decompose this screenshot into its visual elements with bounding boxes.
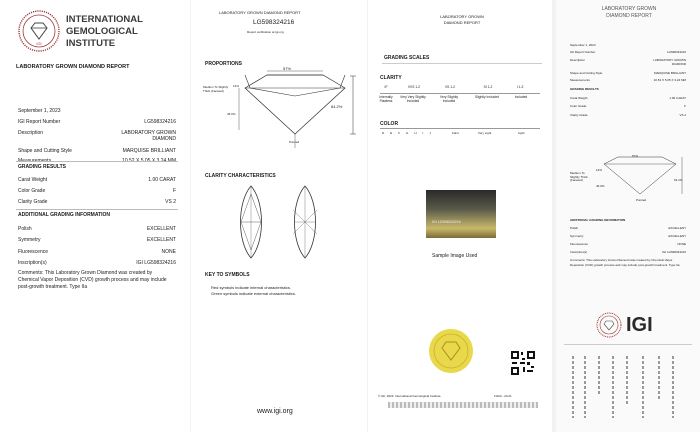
divider — [16, 161, 178, 162]
additional-inscription — [18, 260, 176, 266]
brand-name-line-2: GEMOLOGICAL — [66, 26, 138, 37]
side-igi-logo-text: IGI — [626, 314, 653, 336]
middle-verify-text: Report verification at igi.org — [247, 30, 284, 34]
color-letters-row — [382, 131, 431, 135]
right-certificate-panel — [368, 0, 552, 432]
clarity-scale-title: CLARITY — [380, 75, 402, 81]
field-value: LABORATORY GROWN DIAMOND — [653, 58, 686, 66]
field-value: MARQUISE BRILLIANT — [653, 71, 686, 75]
field-value: 10.52 X 5.05 X 3.24 MM — [653, 78, 686, 82]
side-field-measurements — [570, 78, 686, 82]
additional-label: Symmetry — [18, 237, 41, 243]
clarity-characteristics-title: CLARITY CHARACTERISTICS — [205, 173, 276, 179]
key-line-red: Red symbols indicate internal characteristics. — [211, 285, 292, 290]
grading-color — [18, 188, 176, 194]
color-letter: E — [390, 131, 393, 135]
color-letter: H — [414, 131, 417, 135]
color-letter: F — [398, 131, 401, 135]
clarity-desc-vs: Very Slightly Included — [439, 95, 459, 103]
side-girdle-label: Medium To Slightly Thick (Faceted) — [570, 171, 588, 183]
side-grading-clarity — [570, 113, 686, 117]
middle-certificate-panel — [191, 0, 367, 432]
sample-image-caption: Sample Image Used — [432, 253, 478, 259]
grading-value: VS 2 — [679, 113, 686, 117]
brand-name-line-3: INSTITUTE — [66, 38, 116, 49]
additional-label: Polish — [18, 226, 32, 232]
grading-value: F — [684, 104, 686, 108]
field-label: Shape and Cutting Style — [18, 148, 72, 154]
side-rotated-mini-report — [564, 350, 692, 428]
clarity-grade-si: SI 1-2 — [483, 85, 493, 89]
color-letter: G — [406, 131, 409, 135]
right-header-line-2: DIAMOND REPORT — [443, 20, 481, 25]
additional-label: Polish — [570, 226, 579, 230]
clarity-desc-i: Included — [514, 95, 528, 99]
clarity-desc-si: Slightly Included — [474, 95, 499, 99]
additional-label: Inscription(s) — [18, 260, 47, 266]
additional-value: NONE — [677, 242, 686, 246]
grading-carat — [18, 177, 176, 183]
grading-label: Clarity Grade — [570, 113, 588, 117]
brand-name-line-1: INTERNATIONAL — [66, 14, 143, 25]
grading-results-title: GRADING RESULTS — [18, 164, 66, 170]
crown-angle: 14% — [233, 84, 240, 88]
igi-seal-logo-icon — [18, 10, 60, 52]
field-label: Measurements — [570, 78, 590, 82]
table-percent: 57% — [283, 66, 292, 71]
clarity-grade-vs: VS 1-2 — [444, 85, 456, 89]
side-report-date: September 1, 2023 — [570, 43, 596, 47]
color-desc-faint: Faint — [452, 131, 459, 135]
side-grading-title: GRADING RESULTS — [570, 87, 599, 91]
side-comments-text: Comments: This Laboratory Grown Diamond was created by Chemical Vapor Deposition (CVD) growth process and may include post-growth treatment. Type IIa — [570, 258, 680, 267]
girdle-label: Medium To Slightly Thick (Faceted) — [203, 85, 229, 93]
proportions-title: PROPORTIONS — [205, 61, 242, 67]
field-report-number — [18, 119, 176, 125]
clarity-desc-if: Internally Flawless — [379, 95, 393, 103]
field-label: Description — [18, 130, 44, 136]
field-description — [18, 130, 176, 142]
middle-header: LABORATORY GROWN DIAMOND REPORT — [219, 10, 301, 15]
right-header-line-1: LABORATORY GROWN — [440, 14, 484, 19]
side-table-percent: 57% — [632, 154, 639, 158]
side-header-line-1: LABORATORY GROWN — [601, 6, 657, 12]
side-grading-carat — [570, 96, 686, 100]
side-igi-seal-icon — [596, 312, 622, 338]
grading-label: Carat Weight — [18, 177, 48, 183]
color-letter: D — [382, 131, 385, 135]
clarity-scale-line — [380, 93, 540, 94]
clarity-grade-if: IF — [384, 85, 388, 89]
additional-label: Inscription(s) — [570, 250, 588, 254]
field-value: LABORATORY GROWN DIAMOND — [121, 130, 176, 142]
field-value: LG598324216 — [666, 50, 686, 54]
clarity-desc-vvs: Very Very Slightly Included — [400, 95, 426, 103]
color-scale-line — [380, 128, 540, 129]
report-date: September 1, 2023 — [18, 108, 61, 114]
additional-value: IGI LG598324216 — [136, 260, 176, 266]
field-label: Description — [570, 58, 586, 62]
footer-copyright: © IGI, 2023. International Gemological Institute. — [378, 394, 442, 398]
additional-value: NONE — [161, 249, 176, 255]
additional-value: IGI LG598324216 — [662, 250, 686, 254]
grading-value: 1.00 CARAT — [669, 96, 686, 100]
depth-percent: 64.2% — [331, 104, 343, 109]
clarity-grade-i: I 1-3 — [516, 85, 524, 89]
culet-label: Pointed — [289, 140, 300, 144]
svg-text:IGI: IGI — [36, 41, 42, 46]
additional-polish — [18, 226, 176, 232]
side-header-line-2: DIAMOND REPORT — [606, 13, 652, 19]
grading-label: Color Grade — [570, 104, 587, 108]
website-link[interactable]: www.igi.org — [257, 408, 293, 415]
grading-label: Color Grade — [18, 188, 46, 194]
color-desc-very-light: Very Light — [478, 131, 492, 135]
additional-value: EXCELLENT — [146, 237, 176, 243]
field-value: MARQUISE BRILLIANT — [122, 148, 176, 154]
additional-info-title: ADDITIONAL GRADING INFORMATION — [18, 212, 111, 218]
middle-report-number: LG598324216 — [253, 19, 295, 26]
grading-label: Carat Weight — [570, 96, 588, 100]
field-label: IGI Report Number — [570, 50, 596, 54]
additional-fluorescence — [18, 249, 176, 255]
side-pavilion-percent: 46.0% — [596, 184, 605, 188]
clarity-grade-vvs: VVS 1-2 — [407, 85, 421, 89]
field-label: Shape and Cutting Style — [570, 71, 603, 75]
sample-inscription-text: IGI LG598324216 — [432, 220, 461, 224]
additional-value: EXCELLENT — [668, 234, 686, 238]
color-letter: J — [429, 131, 431, 135]
grading-clarity — [18, 199, 176, 205]
field-value: LG598324216 — [144, 119, 176, 125]
field-label: IGI Report Number — [18, 119, 61, 125]
key-line-green: Green symbols indicate external characteristics. — [211, 291, 296, 296]
divider — [16, 209, 178, 210]
gold-seal-hologram-icon — [428, 328, 474, 374]
additional-value: EXCELLENT — [146, 226, 176, 232]
color-letter: I — [422, 131, 424, 135]
additional-label: Fluorescence — [570, 242, 589, 246]
grading-value: VS 2 — [165, 199, 176, 205]
grading-value: 1.00 CARAT — [148, 177, 176, 183]
field-shape — [18, 148, 176, 154]
report-title: LABORATORY GROWN DIAMOND REPORT — [16, 64, 130, 70]
clarity-plot-diagram — [231, 184, 339, 260]
side-certificate-panel — [556, 0, 700, 432]
additional-symmetry — [18, 237, 176, 243]
side-field-description — [570, 58, 686, 66]
footer-code: FG03 - 20.21 — [494, 394, 512, 398]
additional-label: Symmetry — [570, 234, 584, 238]
side-field-report-number — [570, 50, 686, 54]
side-culet-label: Pointed — [636, 198, 647, 202]
grading-scales-title: GRADING SCALES — [384, 55, 430, 61]
left-certificate-panel — [0, 0, 190, 432]
additional-value: EXCELLENT — [668, 226, 686, 230]
side-depth-percent: 64.2% — [674, 178, 683, 182]
security-strip — [388, 402, 538, 408]
side-additional-fluorescence — [570, 242, 686, 246]
side-additional-inscription — [570, 250, 686, 254]
qr-code-icon[interactable] — [510, 350, 536, 376]
grading-label: Clarity Grade — [18, 199, 48, 205]
color-scale-title: COLOR — [380, 121, 399, 127]
side-field-shape — [570, 71, 686, 75]
key-to-symbols-title: KEY TO SYMBOLS — [205, 272, 250, 278]
side-additional-polish — [570, 226, 686, 230]
side-additional-symmetry — [570, 234, 686, 238]
color-desc-light: Light — [518, 131, 525, 135]
divider — [564, 344, 692, 345]
sample-diamond-image — [426, 190, 496, 238]
side-additional-title: ADDITIONAL GRADING INFORMATION — [570, 218, 626, 222]
additional-label: Fluorescence — [18, 249, 49, 255]
side-grading-color — [570, 104, 686, 108]
pavilion-percent: 46.0% — [227, 112, 236, 116]
side-crown-angle: 14% — [596, 168, 603, 172]
divider — [382, 63, 542, 64]
grading-value: F — [172, 188, 176, 194]
comments-text: Comments: This Laboratory Grown Diamond was created by Chemical Vapor Deposition (CVD) growth process and may include post-growth treatment. Type IIa — [18, 270, 167, 290]
